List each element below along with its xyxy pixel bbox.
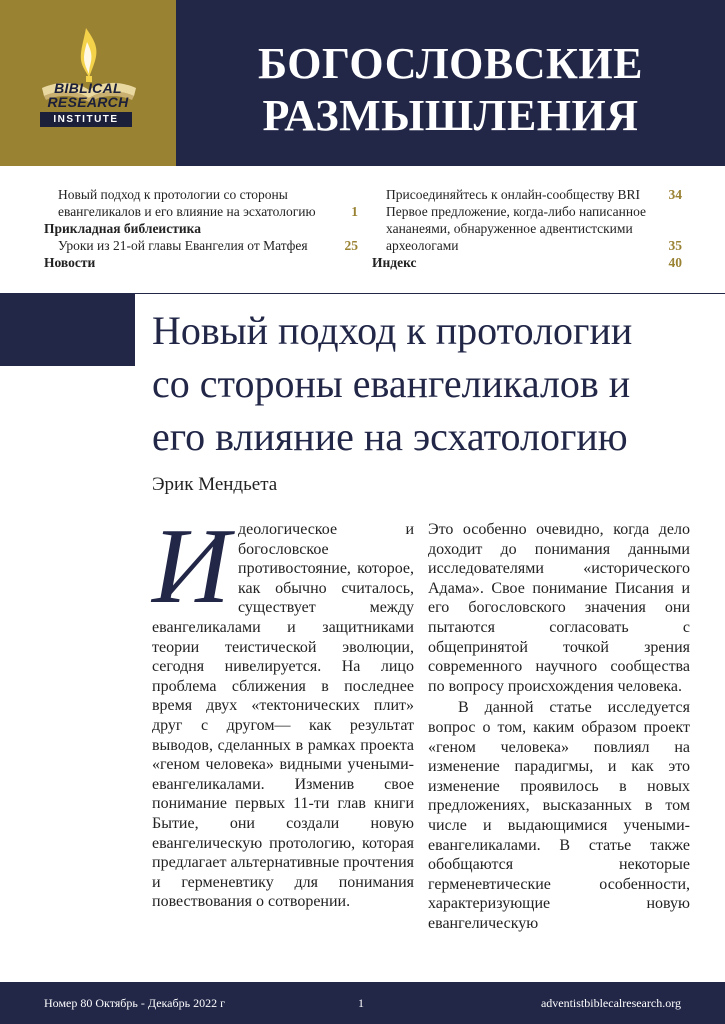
article-title (152, 304, 712, 463)
toc-right-column (372, 186, 682, 271)
article-column-right (428, 520, 690, 933)
toc-entry[interactable] (44, 186, 358, 220)
toc-section-heading[interactable]: Новости (44, 255, 96, 270)
drop-cap: И (152, 507, 230, 626)
toc-page-number: 40 (668, 255, 682, 270)
toc-entry[interactable] (44, 237, 358, 254)
article-title-line2: со стороны евангеликалов и (152, 361, 631, 406)
logo-text-institute: INSTITUTE (40, 112, 132, 127)
logo-text-research: RESEARCH (47, 94, 129, 110)
toc-section-heading[interactable]: Прикладная библеистика (44, 221, 201, 236)
toc-page-number: 35 (668, 238, 682, 253)
toc-section-heading[interactable] (372, 254, 682, 271)
toc-entry-title: Индекс (372, 255, 417, 270)
toc-entry-title: Присоединяйтесь к онлайн-сообществу BRI (386, 187, 641, 202)
logo-text-biblical: BIBLICAL (54, 80, 122, 96)
toc-entry[interactable] (372, 203, 682, 254)
article-column-left (152, 507, 414, 912)
footer-issue: Номер 80 Октябрь - Декабрь 2022 г (44, 996, 226, 1010)
article-author: Эрик Мендьета (152, 474, 278, 495)
toc-entry-title: Новый подход к протологии со стороны евангеликалов и его влияние на эсхатологию (58, 187, 316, 219)
toc-entry[interactable] (372, 186, 682, 203)
title-accent-bar (0, 293, 135, 366)
article-title-line3: его влияние на эсхатологию (152, 414, 628, 459)
article-paragraph: Это особенно очевидно, когда дело доходит до понимания данными исследователями «исторического Адама». Свое понимание Писания и его богословского значения они пытаются согласовать с общепринятой точкой зрения современного научного сообщества по вопросу происхождения человека. (428, 521, 690, 695)
toc-left-column (44, 186, 358, 271)
toc-entry-title: Уроки из 21-ой главы Евангелия от Матфея (58, 238, 308, 253)
footer-page-number: 1 (358, 996, 364, 1010)
toc-entry-title: Первое предложение, когда-либо написанное хананеями, обнаруженное адвентистскими археологами (386, 204, 646, 253)
publication-title-line1: БОГОСЛОВСКИЕ (258, 39, 643, 88)
toc-page-number: 1 (351, 204, 358, 219)
publication-title (176, 38, 725, 142)
publication-title-line2: РАЗМЫШЛЕНИЯ (262, 91, 639, 140)
article-title-line1: Новый подход к протологии (152, 308, 633, 353)
footer-website-link[interactable]: adventistbiblecalresearch.org (540, 996, 681, 1010)
toc-page-number: 25 (344, 238, 358, 253)
toc-page-number: 34 (668, 187, 682, 202)
article-paragraph: деологическое и богословское противостояние, которое, как обычно считалось, существует между евангеликалами и защитниками теории теистической эволюции, сегодня нивелируется. На лицо проблема сближения в последнее время двух «тектонических плит» друг с другом— как результат выводов, сделанных в рамках проекта «геном человека» видными учеными-евангеликалами. Изменив свое понимание первых 11-ти глав книги Бытие, они создали новую евангелическую протологию, которая предлагает альтернативные прочтения и герменевтику для понимания повествования о сотворении. (152, 521, 414, 911)
article-paragraph: В данной статье исследуется вопрос о том, каким образом проект «геном человека» повлиял на изменение парадигмы, и как это изменение проявилось в новых предложениях, высказанных в том числе и выдающимися учеными-евангеликалами. В статье также обобщаются некоторые герменевтические особенности, характеризующие новую евангелическую (428, 699, 690, 932)
